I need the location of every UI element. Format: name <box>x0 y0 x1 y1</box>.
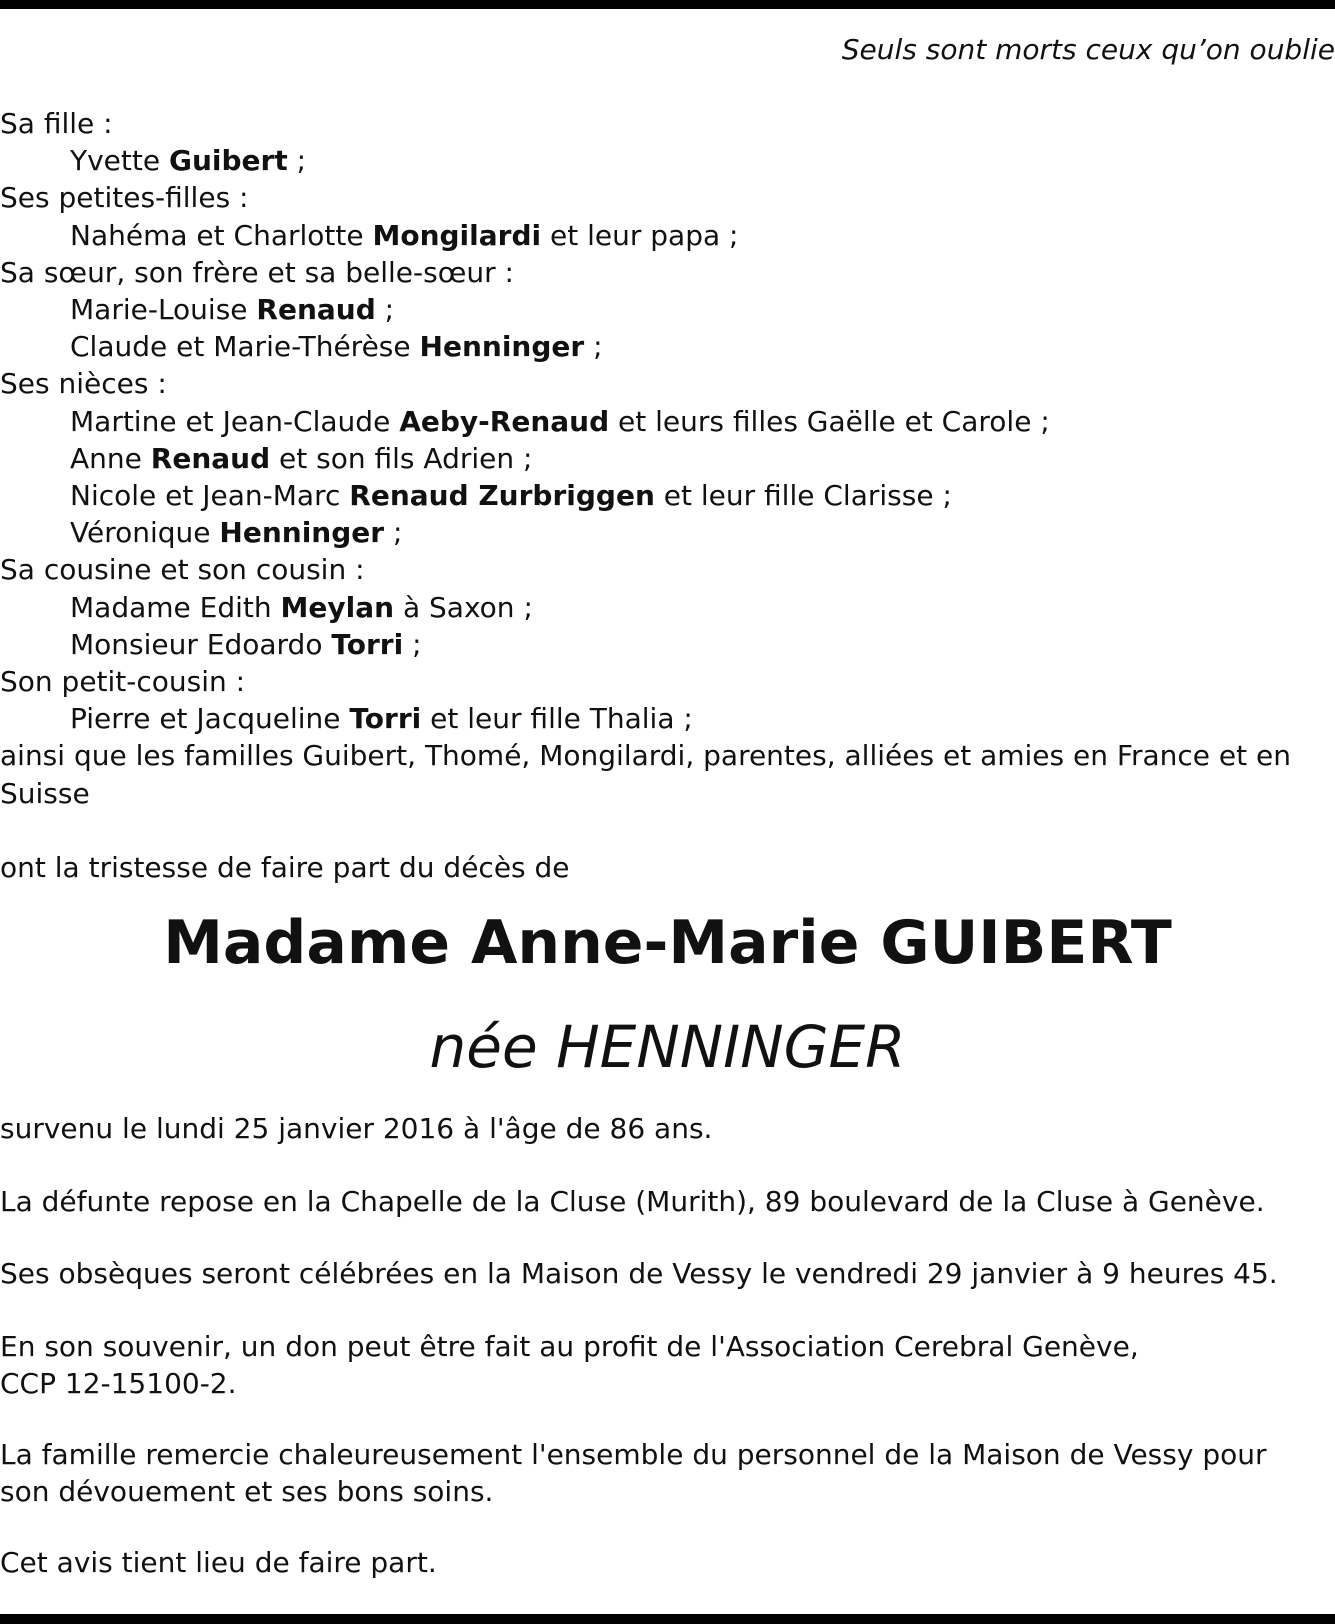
resting-place-paragraph <box>0 1183 1335 1220</box>
maiden-name: née HENNINGER <box>429 1013 906 1081</box>
paragraph-line: La défunte repose en la Chapelle de la Cluse (Murith), 89 boulevard de la Cluse à Genève. <box>0 1185 1265 1218</box>
family-member: Véronique Henninger ; <box>70 516 403 550</box>
deceased-name: Madame Anne-Marie GUIBERT <box>163 908 1172 978</box>
group-heading: Son petit-cousin : <box>0 665 246 699</box>
family-member: Pierre et Jacqueline Torri et leur fille Thalia ; <box>70 702 693 736</box>
paragraph-line: La famille remercie chaleureusement l'ensemble du personnel de la Maison de Vessy pour <box>0 1438 1267 1471</box>
death-date-paragraph <box>0 1110 1335 1147</box>
notice-paragraph <box>0 1544 1335 1581</box>
family-member: Yvette Guibert ; <box>70 144 307 178</box>
announcement-intro: ont la tristesse de faire part du décès de <box>0 851 570 884</box>
family-member: Nicole et Jean-Marc Renaud Zurbriggen et leur fille Clarisse ; <box>70 479 952 513</box>
group-heading: Ses petites-filles : <box>0 181 249 215</box>
thanks-paragraph <box>0 1436 1335 1510</box>
family-member: Nahéma et Charlotte Mongilardi et leur papa ; <box>70 218 739 252</box>
group-heading: Sa sœur, son frère et sa belle-sœur : <box>0 255 514 289</box>
paragraph-line: son dévouement et ses bons soins. <box>0 1475 494 1508</box>
paragraph-line: En son souvenir, un don peut être fait au profit de l'Association Cerebral Genève, <box>0 1330 1139 1363</box>
family-list <box>0 105 1335 812</box>
paragraph-line: survenu le lundi 25 janvier 2016 à l'âge de 86 ans. <box>0 1112 713 1145</box>
group-heading: Ses nièces : <box>0 367 167 401</box>
family-member: Martine et Jean-Claude Aeby-Renaud et leurs filles Gaëlle et Carole ; <box>70 404 1050 438</box>
family-member: Anne Renaud et son fils Adrien ; <box>70 441 533 475</box>
paragraph-line: CCP 12-15100-2. <box>0 1367 237 1400</box>
group-heading: Sa fille : <box>0 107 113 140</box>
bottom-rule <box>0 1614 1335 1624</box>
paragraph-line: Cet avis tient lieu de faire part. <box>0 1546 437 1579</box>
family-member: Madame Edith Meylan à Saxon ; <box>70 590 533 624</box>
funeral-paragraph <box>0 1255 1335 1292</box>
top-rule <box>0 0 1335 9</box>
family-member: Monsieur Edoardo Torri ; <box>70 627 422 661</box>
motto: Seuls sont morts ceux qu’on oublie <box>841 33 1335 66</box>
families-closing: ainsi que les familles Guibert, Thomé, Mongilardi, parentes, alliées et amies en France et en Suisse <box>0 739 1291 810</box>
group-heading: Sa cousine et son cousin : <box>0 553 365 587</box>
family-member: Claude et Marie-Thérèse Henninger ; <box>70 330 603 364</box>
paragraph-line: Ses obsèques seront célébrées en la Maison de Vessy le vendredi 29 janvier à 9 heures 45. <box>0 1257 1278 1290</box>
donation-paragraph <box>0 1328 1335 1402</box>
family-member: Marie-Louise Renaud ; <box>70 293 395 327</box>
